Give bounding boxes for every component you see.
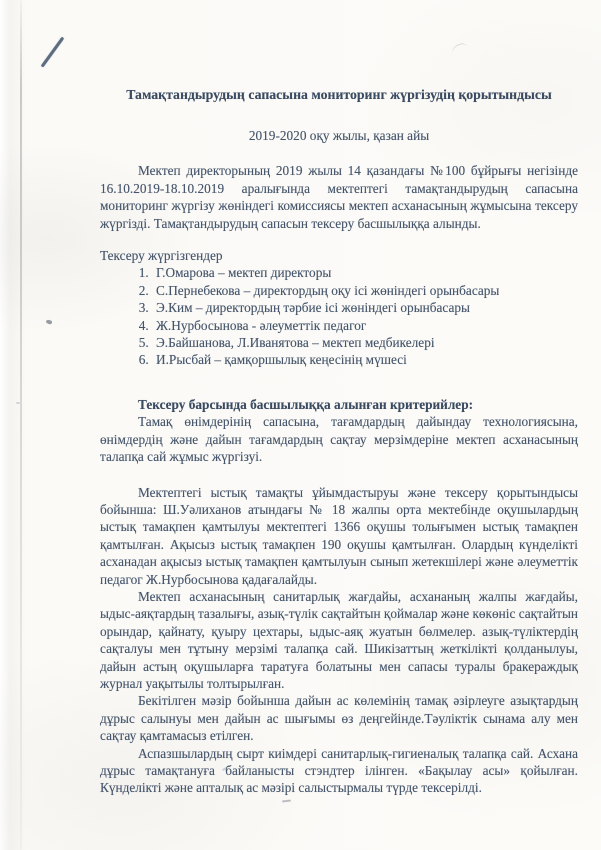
list-item: 2. С.Пернебекова – директордың оқу ісі жөніндегі орынбасары: [152, 282, 578, 299]
handwritten-slash-mark: [41, 37, 64, 68]
intro-paragraph: Мектеп директорының 2019 жылы 14 қазандағы №100 бұйрығы негізінде 16.10.2019-18.10.2019 аралығында мектептегі тамақтандырудың сапасына мониторинг жүргізу жөніндегі комиссиясы мектеп асханасының жұмысына тексеру жүргізді. Тамақтандырудың сапасын тексеру басшылыққа алынды.: [100, 163, 578, 231]
findings-paragraph: Мектептегі ыстық тамақты ұйымдастыруы және тексеру қорытындысы бойынша: Ш.Уәлиханов атындағы № 18 жалпы орта мектебінде оқушылардың ыстық тамақпен қамтылуы мектептегі 1366 оқушы толығымен ыстық тамақпен қамтылған. Ақысыз ыстық тамақпен 190 оқушы қамтылған. Олардың күнделікті асханадан ақысыз ыстық тамақпен қамтылуын сынып жетекшілері және әлеуметтік педагог Ж.Нурбосынова қадағалайды.: [100, 484, 578, 587]
inspectors-heading: Тексеру жүргізгендер: [100, 248, 223, 264]
document-subtitle: 2019-2020 оқу жылы, қазан айы: [248, 128, 430, 143]
list-item: 3. Э.Ким – директордың тәрбие ісі жөніндегі орынбасары: [152, 299, 578, 316]
inspectors-list: [100, 264, 578, 368]
faint-smudge: [282, 800, 291, 803]
findings-paragraph: Бекітілген мәзір бойынша дайын ас көлемінің тамақ әзірлеуге азықтардың дұрыс салынуы мен дайын ас шығымы өз деңгейінде.Тәуліктік сынама алу мен сақтау қамтамасыз етілген.: [100, 693, 578, 744]
ink-speck: [45, 319, 52, 325]
findings-paragraph: Аспазшылардың сырт киімдері санитарлық-гигиеналық талапқа сай. Асхана дұрыс тамақтануға байланысты стэндтер ілінген. «Бақылау асы» қойылған. Күнделікті және апталық ас мәзірі салыстырмалы түрде тексерілді.: [100, 745, 578, 796]
list-item: 5. Э.Байшанова, Л.Иванятова – мектеп медбикелері: [152, 334, 578, 351]
criteria-paragraph: Тамақ өнімдерінің сапасына, тағамдардың дайындау технологиясына, өнімдердің және дайын тағамдардың сақтау мерзімдеріне мектеп асханасының талапқа сай жұмыс жүргізуі.: [100, 414, 578, 465]
list-item: 1. Г.Омарова – мектеп директоры: [152, 264, 578, 281]
list-item: 4. Ж.Нурбосынова - әлеуметтік педагог: [152, 317, 578, 334]
ink-speck: [16, 402, 20, 404]
faint-pencil-mark: [450, 42, 469, 59]
list-item: 6. И.Рысбай – қамқоршылық кеңесінің мүшесі: [152, 351, 578, 368]
paper-edge-line: [20, 0, 22, 850]
criteria-heading: Тексеру барсында басшылыққа алынған критерийлер:: [138, 396, 474, 412]
document-title: Тамақтандырудың сапасына мониторинг жүргізудің қорытындысы: [126, 87, 552, 102]
document-body: [100, 86, 578, 797]
findings-paragraph: Мектеп асханасының санитарлық жағдайы, асхананың жалпы жағдайы, ыдыс-аяқтардың тазалығы, азық-түлік сақтайтын қоймалар және көкөніс сақтайтын орындар, қайнату, қуыру цехтары, ыдыс-аяқ жуатын бөлмелер. азық-түліктердің сақталуы мен тұтыну мерзімі талапқа сай. Шикізаттың жеткілікті қолданылуы, дайын астың оқушыларға таратуға болатыны мен сапасы туралы бракераждық журнал уақытылы толтырылған.: [100, 588, 578, 691]
